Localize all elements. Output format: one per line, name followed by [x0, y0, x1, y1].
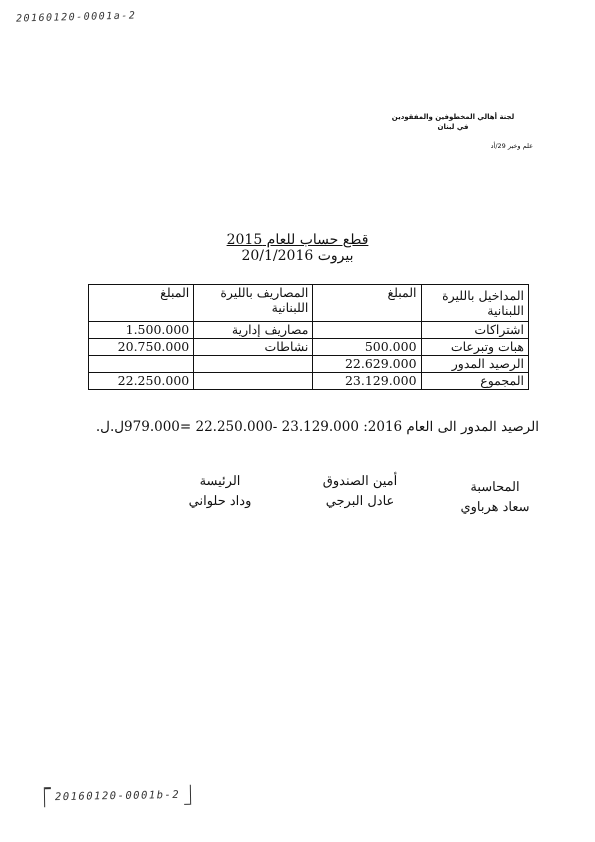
place-date: بيروت 20/1/2016: [241, 248, 354, 264]
income-amount-cell: [313, 322, 421, 339]
income-label-cell: الرصيد المدور: [421, 356, 528, 373]
table-row: [89, 339, 529, 356]
org-name-line1: لجنة أهالي المخطوفين والمفقودين: [391, 113, 515, 121]
expense-label-cell: نشاطات: [194, 339, 313, 356]
signature-president: [175, 472, 265, 512]
signature-treasurer: [315, 472, 405, 512]
expense-amount-cell: 20.750.000: [89, 339, 194, 356]
header-expense-label: المصاريف بالليرة اللبنانية: [194, 285, 313, 322]
signature-role: أمين الصندوق: [322, 474, 398, 489]
table-row-total: [89, 373, 529, 390]
income-amount-cell: 500.000: [313, 339, 421, 356]
accounts-table: [88, 284, 529, 390]
handwritten-reference-bottom: 20160120-0001b-2: [44, 785, 191, 808]
document-title: قطع حساب للعام 2015: [226, 232, 369, 248]
income-amount-cell: 23.129.000: [313, 373, 421, 390]
table-header-row: [89, 285, 529, 322]
income-label-cell: المجموع: [421, 373, 528, 390]
header-expense-amount: المبلغ: [89, 285, 194, 322]
table-row: [89, 322, 529, 339]
signature-name: وداد حلواني: [188, 494, 252, 509]
signature-role: المحاسبة: [470, 480, 520, 495]
signature-role: الرئيسة: [199, 474, 241, 489]
expense-label-cell: [194, 356, 313, 373]
organization-header: [373, 112, 533, 132]
expense-label-cell: [194, 373, 313, 390]
carried-balance-line: الرصيد المدور الى العام 2016: 23.129.000 -22.250.000 =979.000ل.ل.: [95, 419, 539, 435]
registration-reference: علم وخبر 29/أد: [490, 142, 533, 150]
header-income-amount: المبلغ: [313, 285, 421, 322]
signature-name: سعاد هرباوي: [460, 500, 530, 515]
header-income-label: المداخيل بالليرة اللبنانية: [421, 285, 528, 322]
expense-label-cell: مصاريف إدارية: [194, 322, 313, 339]
org-name-line2: في لبنان: [437, 123, 469, 131]
expense-amount-cell: [89, 356, 194, 373]
expense-amount-cell: 1.500.000: [89, 322, 194, 339]
income-amount-cell: 22.629.000: [313, 356, 421, 373]
income-label-cell: اشتراكات: [421, 322, 528, 339]
income-label-cell: هبات وتبرعات: [421, 339, 528, 356]
handwritten-reference-top: 20160120-0001a-2: [15, 10, 137, 25]
expense-amount-cell: 22.250.000: [89, 373, 194, 390]
signature-accountant: [450, 478, 540, 518]
signature-name: عادل البرجي: [325, 494, 395, 509]
table-row: [89, 356, 529, 373]
